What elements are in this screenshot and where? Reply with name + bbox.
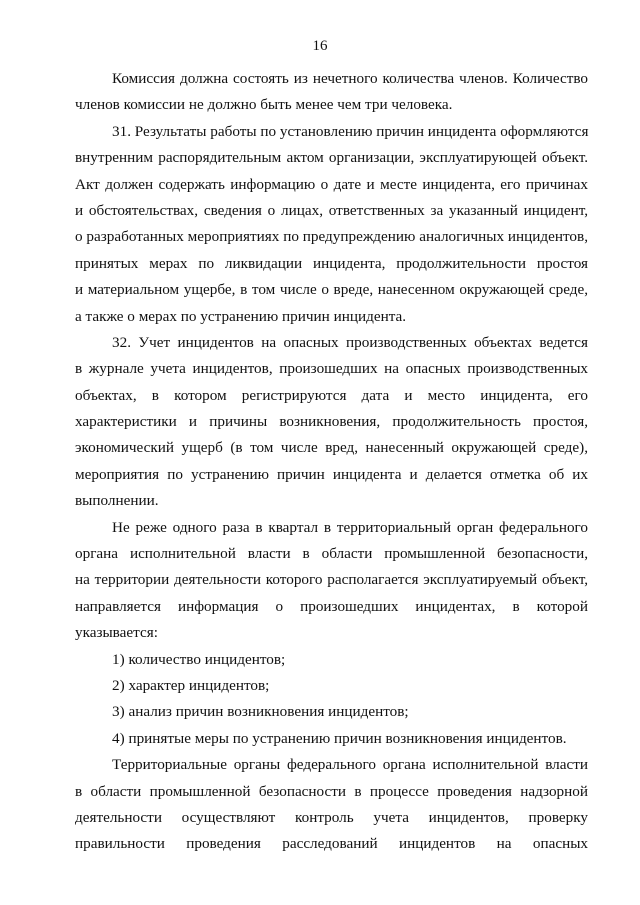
text-line: экономический ущерб (в том числе вред, нанесенный окружающей среде), — [75, 439, 588, 457]
body-text — [75, 66, 588, 858]
text-line: мероприятия по устранению причин инцидента и делается отметка об их — [75, 465, 588, 483]
page-number: 16 — [312, 38, 328, 54]
text-line: органа исполнительной власти в области промышленной безопасности, — [75, 545, 588, 563]
text-line: в журнале учета инцидентов, произошедших на опасных производственных — [75, 360, 588, 378]
text-line: членов комиссии не должно быть менее чем три человека. — [75, 96, 453, 114]
text-line: указывается: — [75, 624, 158, 642]
text-line: 31. Результаты работы по установлению причин инцидента оформляются — [112, 122, 589, 140]
text-line: характеристики и причины возникновения, продолжительность простоя, — [75, 413, 588, 431]
text-line: и обстоятельствах, сведения о лицах, ответственных за указанный инцидент, — [75, 201, 588, 219]
text-line: Акт должен содержать информацию о дате и месте инцидента, его причинах — [75, 175, 588, 193]
text-line: выполнении. — [75, 492, 159, 510]
text-line: 4) принятые меры по устранению причин возникновения инцидентов. — [112, 729, 567, 747]
text-line: на территории деятельности которого располагается эксплуатируемый объект, — [75, 571, 588, 589]
text-line: направляется информация о произошедших инцидентах, в которой — [75, 597, 588, 615]
text-line: 32. Учет инцидентов на опасных производственных объектах ведется — [112, 333, 588, 351]
text-line: правильности проведения расследований инцидентов на опасных — [75, 835, 588, 853]
text-line: о разработанных мероприятиях по предупреждению аналогичных инцидентов, — [75, 228, 588, 246]
text-line: Комиссия должна состоять из нечетного количества членов. Количество — [112, 70, 588, 87]
text-line: 3) анализ причин возникновения инцидентов; — [112, 703, 409, 721]
text-line: Не реже одного раза в квартал в территориальный орган федерального — [112, 518, 588, 536]
text-line: а также о мерах по устранению причин инцидента. — [75, 307, 407, 325]
text-line: объектах, в котором регистрируются дата и место инцидента, его — [75, 386, 588, 404]
text-line: и материальном ущербе, в том числе о вреде, нанесенном окружающей среде, — [75, 281, 588, 299]
text-line: деятельности осуществляют контроль учета инцидентов, проверку — [75, 808, 588, 826]
text-line: внутренним распорядительным актом организации, эксплуатирующей объект. — [75, 149, 588, 167]
text-line: Территориальные органы федерального органа исполнительной власти — [112, 756, 588, 774]
text-line: принятых мерах по ликвидации инцидента, продолжительности простоя — [75, 254, 588, 272]
text-line: в области промышленной безопасности в процессе проведения надзорной — [75, 782, 588, 800]
text-line: 1) количество инцидентов; — [112, 650, 286, 668]
text-line: 2) характер инцидентов; — [112, 676, 270, 694]
